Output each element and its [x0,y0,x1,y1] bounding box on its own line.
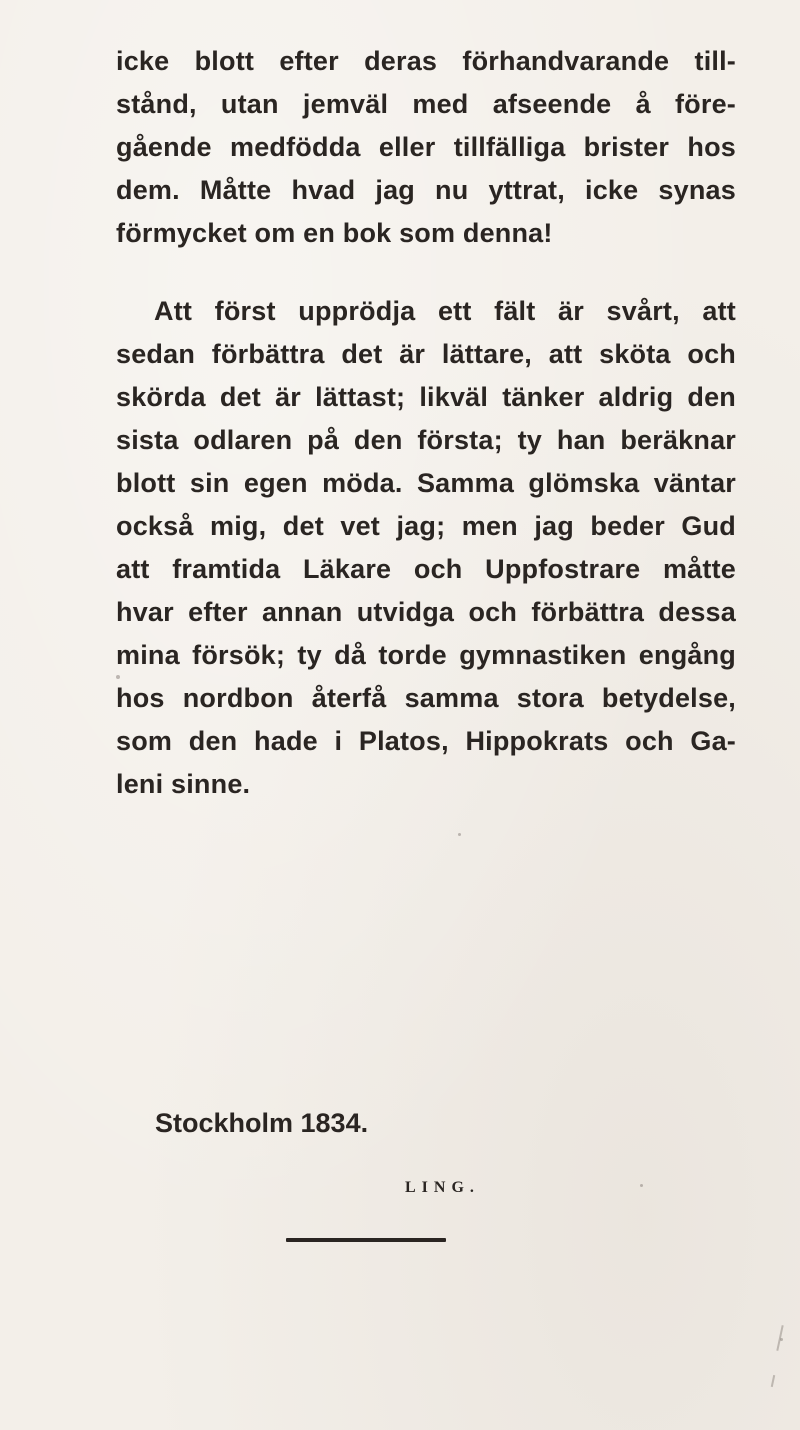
text-line: mina försök; ty då torde gymnastiken engång [116,640,736,670]
paragraph-continuation [116,40,736,255]
place-and-date: Stockholm 1834. [155,1108,369,1138]
divider-rule [286,1238,446,1242]
text-line: också mig, det vet jag; men jag beder Gud [116,511,736,541]
text-line: gående medfödda eller tillfälliga brister hos [116,132,736,162]
paper-speck [458,833,461,836]
text-line: sedan förbättra det är lättare, att sköta och [116,339,736,369]
paper-mark [771,1375,775,1387]
text-line: leni sinne. [116,769,251,799]
text-line: hvar efter annan utvidga och förbättra dessa [116,597,736,627]
paper-speck [116,675,120,679]
text-line: sista odlaren på den första; ty han beräknar [116,425,736,455]
text-line: hos nordbon återfå samma stora betydelse, [116,683,736,713]
text-line: stånd, utan jemväl med afseende å före- [116,89,736,119]
text-line: dem. Måtte hvad jag nu yttrat, icke synas [116,175,736,205]
text-line: blott sin egen möda. Samma glömska väntar [116,468,736,498]
paper-speck [640,1184,643,1187]
author-signature: LING. [405,1179,480,1196]
text-line: att framtida Läkare och Uppfostrare måtte [116,554,736,584]
paragraph-main [116,290,736,806]
text-line: skörda det är lättast; likväl tänker aldrig den [116,382,736,412]
text-line: förmycket om en bok som denna! [116,218,553,248]
text-line: som den hade i Platos, Hippokrats och Ga- [116,726,736,756]
text-line: icke blott efter deras förhandvarande till- [116,46,736,76]
text-line: Att först upprödja ett fält är svårt, att [154,296,736,326]
